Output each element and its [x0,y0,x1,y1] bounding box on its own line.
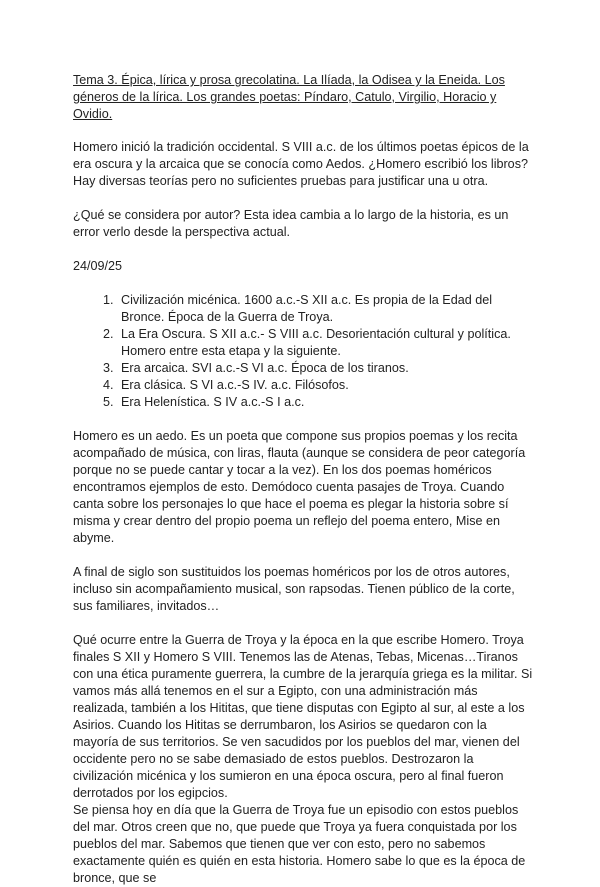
paragraph-rapsodas: A final de siglo son sustituidos los poemas homéricos por los de otros autores, incluso sin acompañamiento musical, son rapsodas. Tienen público de la corte, sus familiares, invitados… [73,565,515,613]
paragraph-troya-historia: Qué ocurre entre la Guerra de Troya y la época en la que escribe Homero. Troya finales S XII y Homero S VIII. Tenemos las de Atenas, Tebas, Micenas…Tiranos con una ética puramente guerrera, la cumbre de la jerarquía griega es la militar. Si vamos más allá tenemos en el sur a Egipto, con una administración más realizada, también a los Hititas, que tiene disputas con Egipto al sur, al este a los Asirios. Cuando los Hititas se derrumbaron, los Asirios se quedaron con la mayoría de sus territorios. Se ven sacudidos por los pueblos del mar, vienen del occidente pero no se sabe demasiado de estos pueblos. Destrozaron la civilización micénica y los sumieron en una época oscura, pero al final fueron derrotados por los egipcios. [73,633,533,800]
period-item-era-oscura: 2. La Era Oscura. S XII a.c.- S VIII a.c. Desorientación cultural y política. Homero entre esta etapa y la siguiente. [117,326,533,360]
period-item-arcaica: 3. Era arcaica. SVI a.c.-S VI a.c. Época de los tiranos. [117,360,533,377]
periods-list [73,292,533,411]
date-line: 24/09/25 [73,259,123,273]
period-item-micenica: 1. Civilización micénica. 1600 a.c.-S XII a.c. Es propia de la Edad del Bronce. Época de la Guerra de Troya. [117,292,533,326]
period-item-clasica: 4. Era clásica. S VI a.c.-S IV. a.c. Filósofos. [117,377,533,394]
paragraph-troya-pueblos-mar: Se piensa hoy en día que la Guerra de Troya fue un episodio con estos pueblos del mar. Otros creen que no, que puede que Troya ya fuera conquistada por los pueblos del mar. Sabemos que tienen que ver con esto, pero no sabemos exactamente quién es quién en esta historia. Homero sabe lo que es la época de bronce, que se [73,803,526,885]
intro-paragraph-autor: ¿Qué se considera por autor? Esta idea cambia a lo largo de la historia, es un error verlo desde la perspectiva actual. [73,208,509,239]
document-title: Tema 3. Épica, lírica y prosa grecolatina. La Ilíada, la Odisea y la Eneida. Los géneros de la lírica. Los grandes poetas: Píndaro, Catulo, Virgilio, Horacio y Ovidio. [73,73,505,121]
period-item-helenistica: 5. Era Helenística. S IV a.c.-S I a.c. [117,394,533,411]
paragraph-aedo: Homero es un aedo. Es un poeta que compone sus propios poemas y los recita acompañado de música, con liras, flauta (aunque se considera de peor categoría porque no se puede cantar y tocar a la vez). En los dos poemas homéricos encontramos ejemplos de esto. Demódoco cuenta pasajes de Troya. Cuando canta sobre los personajes lo que hace el poema es plegar la historia sobre sí misma y crear dentro del propio poema un reflejo del poema entero, Mise en abyme. [73,429,526,545]
intro-paragraph-homero: Homero inició la tradición occidental. S VIII a.c. de los últimos poetas épicos de la era oscura y la arcaica que se conocía como Aedos. ¿Homero escribió los libros? Hay diversas teorías pero no suficientes pruebas para justificar una u otra. [73,140,529,188]
document-body [73,72,533,887]
